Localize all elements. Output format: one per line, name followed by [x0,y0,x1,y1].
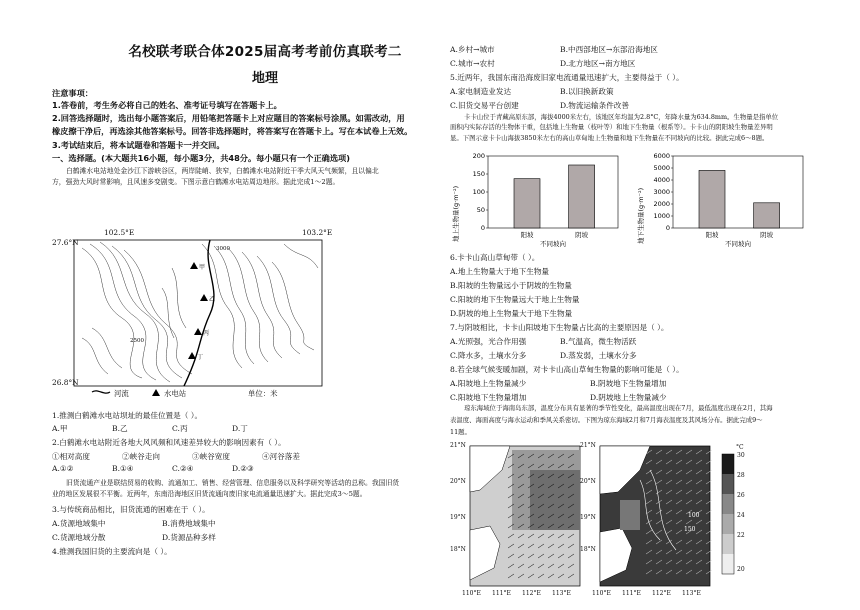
q3-option-b[interactable]: B.消费地域集中 [162,519,216,528]
q6-option-b[interactable]: B.阳坡的生物量远小于阴坡的生物量 [450,281,572,290]
map1-lon-right: 103.2°E [302,228,333,237]
chart-0-ytick: 0 [480,224,485,232]
chart-0-ytick: 150 [472,170,485,178]
sea-contour-label: 100 [688,512,700,519]
legend-unit: 单位：米 [248,389,278,398]
chart-1-ytick: 5000 [653,164,670,172]
sea-lon-label-right: 111°E [622,590,641,597]
sea-lat-label-right: 18°N [580,546,596,553]
sea-lat-label: 18°N [450,546,466,553]
point-label: 甲 [199,264,206,271]
q8-option-c[interactable]: C.阳坡地下生物量增加 [450,393,527,402]
q1-option-c[interactable]: C.丙 [172,424,188,433]
chart-1-xtick: 阴坡 [760,231,774,239]
sea-lat-label-right: 21°N [580,442,596,449]
q8-option-b[interactable]: B.阴坡地下生物量增加 [590,379,667,388]
chart-1-ytick: 4000 [653,176,670,184]
chart-1-bar [699,170,725,228]
passage-3 [450,112,830,143]
q5-option-c[interactable]: C.旧货交易平台创建 [450,101,519,110]
chart-0-bar [569,165,595,228]
chart-0-frame [488,156,618,228]
q1-stem: 1.推测白鹤滩水电站坝址的最佳位置是（ ）。 [52,411,203,420]
sea-lat-label: 20°N [450,478,466,485]
point-label: 丙 [203,330,210,337]
q1-option-d[interactable]: D.丁 [232,424,248,433]
map1-lat-top: 27.6°N [52,238,79,247]
paper-subject: 地理 [251,71,278,86]
passage-1-line-2: 方，强劲大风时常影响，且风速多变剧变。下图示意白鹤滩水电站周边地形。据此完成1～2题。 [52,177,340,186]
chart-0-xtick: 阴坡 [575,231,589,239]
chart-1-xlabel: 不同坡向 [725,240,751,248]
chart-belowground [635,152,825,248]
passage-3-line-2: 面积内实际存活的生物体干重，包括地上生物量（枝叶等）和地下生物量（根系等）。卡卡山的阴阳坡生物量差异明 [450,123,773,132]
chart-0-ytick: 100 [472,188,485,196]
q7-option-b[interactable]: B.气温高，微生物活跃 [560,337,637,346]
q8-option-d[interactable]: D.阴坡地上生物量减少 [590,393,667,402]
contour-label: 2500 [130,338,144,344]
q6-stem: 6.卡卡山高山草甸带（ ）。 [450,253,540,262]
sea-lon-label: 113°E [552,590,571,597]
passage-4-line-3: 11题。 [450,428,471,436]
chart-1-ytick: 0 [665,224,670,232]
topographic-map [52,228,412,400]
sea-lat-label-right: 19°N [580,514,596,521]
chart-1-ytick: 3000 [653,188,670,196]
q1-option-a[interactable]: A.甲 [52,424,68,433]
paper-title: 名校联考联合体2025届高考考前仿真联考二 [128,44,402,60]
legend-river: 河流 [114,389,129,398]
chart-0-ytick: 50 [476,206,485,214]
sea-lon-label: 112°E [522,590,541,597]
passage-1 [52,166,432,187]
chart-1-frame [673,156,803,228]
q4-stem: 4.推测我国旧货的主要流向是（ ）。 [52,547,172,556]
q8-stem: 8.若全球气候变暖加剧，对卡卡山高山草甸生物量的影响可能是（ ）。 [450,365,684,374]
chart-0-xlabel: 不同坡向 [540,240,566,248]
map1-lon-left: 102.5°E [104,228,135,237]
passage-4-line-2: 表温度、海面高度与海水运动和季风关系密切。下图为琼东海域2月和7月海表温度及其风场分布。据此完成9～ [450,416,763,424]
sea-lat-label: 21°N [450,442,466,449]
q4-option-a[interactable]: A.乡村→城市 [450,45,495,54]
passage-4-line-1: 琼东海域位于海南岛东部，温度分布具有显著的季节性变化，最高温度出现在7月，最低温度出现在2月，其海 [464,404,773,412]
q6-option-c[interactable]: C.阳坡的地下生物量远大于地上生物量 [450,295,580,304]
q4-option-b[interactable]: B.中西部地区→东部沿海地区 [560,45,658,54]
q7-option-c[interactable]: C.降水多，土壤水分多 [450,351,527,360]
passage-3-line-3: 显。下图示意卡卡山海拔3850米左右的高山草甸地上生物量和地下生物量在不同坡向的比较。据此完成6～8题。 [450,133,769,142]
note-2a: 2.回答选择题时，选出每小题答案后，用铅笔把答题卡上对应题目的答案标号涂黑。如需改动，用 [52,113,405,123]
passage-4 [450,402,830,438]
q2-item-2: ②峡谷走向 [122,452,160,461]
q2-item-3: ③峡谷宽度 [192,452,230,461]
colorbar-tick: 26 [737,492,745,499]
note-1: 1.答卷前，考生务必将自己的姓名、准考证号填写在答题卡上。 [52,100,282,110]
sea-contour-label: 150 [684,526,696,533]
q6-option-a[interactable]: A.地上生物量大于地下生物量 [450,267,550,276]
point-label: 乙 [209,296,216,303]
q2-option-d[interactable]: D.②③ [232,464,254,473]
chart-1-ytick: 2000 [653,200,670,208]
q2-stem: 2.白鹤滩水电站附近各地大风风频和风速差异较大的影响因素有（ ）。 [52,438,286,447]
chart-0-xtick: 阳坡 [520,231,534,239]
sea-lon-label-right: 110°E [592,590,611,597]
q7-stem: 7.与阴坡相比，卡卡山阳坡地下生物量占比高的主要原因是（ ）。 [450,323,669,332]
point-label: 丁 [197,354,204,361]
colorbar-tick: 30 [737,452,745,459]
notes-heading: 注意事项： [52,88,93,98]
q4-option-d[interactable]: D.北方地区→南方地区 [560,59,636,68]
chart-1-ytick: 1000 [653,212,670,220]
map1-lat-bottom: 26.8°N [52,378,79,387]
chart-0-bar [514,179,540,228]
q5-option-b[interactable]: B.以旧换新政策 [560,87,614,96]
passage-2-line-1: 旧货流通产业是联结贸易的收购、流通加工、销售、经营管理、信息服务以及科学研究等活动的总称。我国旧货 [66,479,400,487]
colorbar-tick: 28 [737,472,745,479]
sea-lon-label-right: 112°E [652,590,671,597]
chart-1-bar [754,203,780,228]
chart-1-ylabel: 地下生物量(g·m⁻²) [637,187,645,244]
q2-option-c[interactable]: C.②④ [172,464,194,473]
note-2b: 橡皮擦干净后，再选涂其他答案标号。回答非选择题时，将答案写在答题卡上。写在本试卷上无效。 [52,126,413,136]
q2-item-4: ④河谷落差 [262,452,300,461]
legend-station: 水电站 [164,389,187,398]
q6-option-d[interactable]: D.阴坡的地上生物量大于地下生物量 [450,309,573,318]
q2-item-1: ①相对高度 [52,452,90,461]
chart-0-ytick: 200 [472,152,485,160]
sea-lon-label: 110°E [462,590,481,597]
sea-lon-label-right: 113°E [682,590,701,597]
q7-option-a[interactable]: A.光照强，光合作用强 [450,337,527,346]
colorbar-tick: 24 [737,512,745,519]
q2-option-b[interactable]: B.①④ [112,464,134,473]
q4-option-c[interactable]: C.城市→农村 [450,59,495,68]
colorbar-unit: °C [736,444,744,451]
chart-0-ylabel: 地上生物量(g·m⁻²) [452,185,460,242]
section-1-heading: 一、选择题。(本大题共16小题，每小题3分，共48分。每小题只有一个正确选项) [52,153,350,163]
passage-2-line-2: 业的地区发展很不平衡。近两年，东南沿海地区旧货流通向废旧家电流通量迅速扩大。据此完成3～5题。 [52,489,367,498]
q7-option-d[interactable]: D.蒸发弱，土壤水分多 [560,351,637,360]
q5-option-a[interactable]: A.家电制造业发达 [450,87,512,96]
q5-stem: 5.近两年，我国东南沿海废旧家电流通量迅速扩大，主要得益于（ ）。 [450,73,684,82]
sea-temperature-maps [450,440,850,606]
sea-lat-label-right: 20°N [580,478,596,485]
colorbar-tick: 20 [737,566,745,573]
note-3: 3.考试结束后，将本试题卷和答题卡一并交回。 [52,140,225,150]
q5-option-d[interactable]: D.物流运输条件改善 [560,101,629,110]
q3-option-d[interactable]: D.货源品种多样 [162,533,216,542]
chart-1-xtick: 阳坡 [705,231,719,239]
passage-2 [52,478,432,499]
chart-aboveground [450,152,630,248]
chart-1-ytick: 6000 [653,152,670,160]
q3-stem: 3.与传统商品相比，旧货流通的困难在于（ ）。 [52,505,210,514]
q3-option-c[interactable]: C.货源地域分散 [52,533,106,542]
q3-option-a[interactable]: A.货源地域集中 [52,519,106,528]
colorbar-tick: 22 [737,532,745,539]
q2-option-a[interactable]: A.①② [52,464,74,473]
sea-lon-label: 111°E [492,590,511,597]
passage-1-line-1: 白鹤滩水电站地处金沙江下游峡谷区，两岸陡峭、狭窄，白鹤滩水电站附近干季大风天气频繁，且以偏北 [66,167,379,175]
q8-option-a[interactable]: A.阳坡地上生物量减少 [450,379,527,388]
sea-lat-label: 19°N [450,514,466,521]
contour-label: 3000 [216,246,230,252]
passage-3-line-1: 卡卡山位于青藏高原东部，海拔4000米左右，该地区年均温为2.8°C，年降水量为634.8mm。生物量是指单位 [464,113,779,121]
q1-option-b[interactable]: B.乙 [112,424,128,433]
